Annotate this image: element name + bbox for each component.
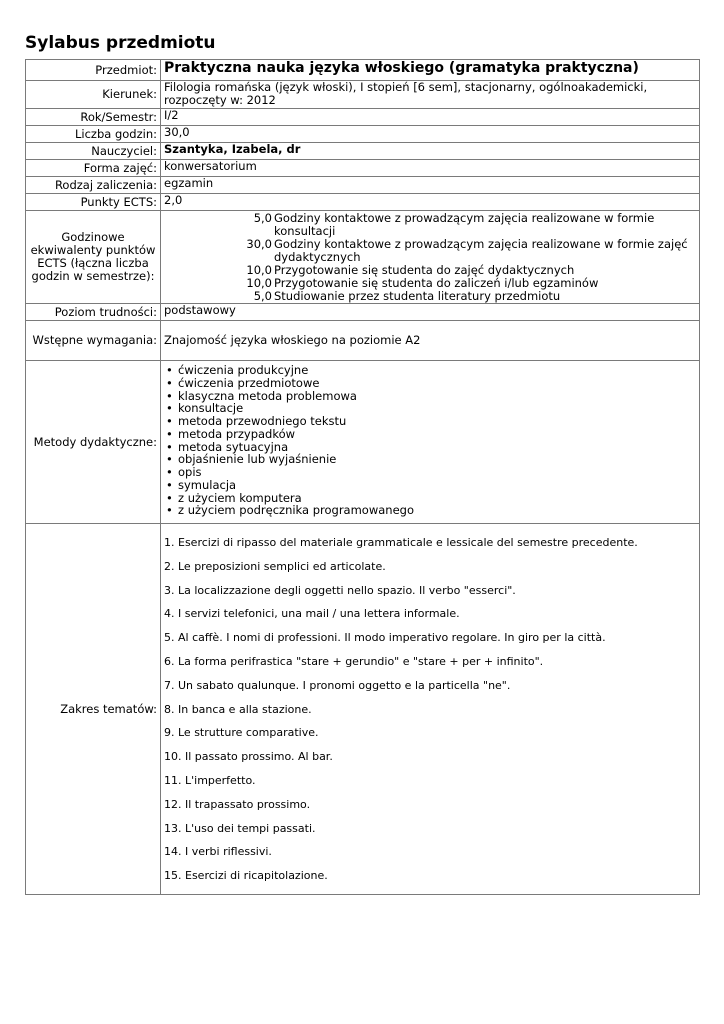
- ects-hours-value: 5,0: [253, 211, 272, 225]
- topic-item: 8. In banca e alla stazione.: [164, 702, 312, 716]
- value-zakres: [161, 524, 700, 895]
- ects-hours-value: 5,0: [253, 289, 272, 303]
- method-item: • z użyciem komputera: [178, 492, 696, 505]
- label-forma: Forma zajęć:: [26, 160, 161, 177]
- value-kierunek: Filologia romańska (język włoski), I stopień [6 sem], stacjonarny, ogólnoakademicki, rozpoczęty w: 2012: [161, 81, 700, 109]
- method-item: • symulacja: [178, 479, 696, 492]
- label-ekwiwalenty: Godzinowe ekwiwalenty punktów ECTS (łączna liczba godzin w semestrze):: [26, 211, 161, 304]
- ects-hours-description: Godziny kontaktowe z prowadzącym zajęcia realizowane w formie konsultacji: [274, 211, 655, 238]
- method-item: • metoda przypadków: [178, 428, 696, 441]
- label-wymagania: Wstępne wymagania:: [26, 321, 161, 361]
- ects-hours-description: Godziny kontaktowe z prowadzącym zajęcia realizowane w formie zajęć dydaktycznych: [274, 237, 688, 264]
- method-item: • opis: [178, 466, 696, 479]
- row-ects: [26, 194, 700, 211]
- value-poziom: podstawowy: [161, 304, 700, 321]
- label-metody: Metody dydaktyczne:: [26, 361, 161, 524]
- label-przedmiot: Przedmiot:: [26, 60, 161, 81]
- method-item: • metoda przewodniego tekstu: [178, 415, 696, 428]
- method-item: • klasyczna metoda problemowa: [178, 390, 696, 403]
- topic-item: 9. Le strutture comparative.: [164, 726, 319, 740]
- ects-hours-description: Przygotowanie się studenta do zajęć dydaktycznych: [274, 263, 575, 277]
- ects-hours-list: [164, 212, 696, 303]
- ects-hours-item: [164, 238, 696, 264]
- syllabus-table: [25, 59, 700, 895]
- value-ects: 2,0: [161, 194, 700, 211]
- row-kierunek: [26, 81, 700, 109]
- row-wymagania: [26, 321, 700, 361]
- label-kierunek: Kierunek:: [26, 81, 161, 109]
- method-item: • ćwiczenia produkcyjne: [178, 364, 696, 377]
- label-poziom: Poziom trudności:: [26, 304, 161, 321]
- value-zaliczenie: egzamin: [161, 177, 700, 194]
- row-godziny: [26, 126, 700, 143]
- topic-item: 15. Esercizi di ricapitolazione.: [164, 869, 328, 883]
- value-ekwiwalenty: [161, 211, 700, 304]
- value-wymagania: Znajomość języka włoskiego na poziomie A2: [161, 321, 700, 361]
- topic-item: 5. Al caffè. I nomi di professioni. Il modo imperativo regolare. In giro per la città.: [164, 631, 606, 645]
- label-nauczyciel: Nauczyciel:: [26, 143, 161, 160]
- label-godziny: Liczba godzin:: [26, 126, 161, 143]
- subject-name: Praktyczna nauka języka włoskiego (gramatyka praktyczna): [164, 60, 639, 76]
- ects-hours-description: Studiowanie przez studenta literatury przedmiotu: [274, 289, 561, 303]
- method-item: • konsultacje: [178, 402, 696, 415]
- value-forma: konwersatorium: [161, 160, 700, 177]
- row-nauczyciel: [26, 143, 700, 160]
- row-przedmiot: [26, 60, 700, 81]
- topic-item: 6. La forma perifrastica "stare + gerundio" e "stare + per + infinito".: [164, 654, 544, 668]
- row-metody: [26, 361, 700, 524]
- ects-hours-item: [164, 290, 696, 303]
- value-godziny: 30,0: [161, 126, 700, 143]
- topics-list: [164, 536, 696, 882]
- row-rok: [26, 109, 700, 126]
- row-zaliczenie: [26, 177, 700, 194]
- ects-hours-value: 30,0: [246, 237, 272, 251]
- topic-item: 10. Il passato prossimo. Al bar.: [164, 750, 333, 764]
- ects-hours-value: 10,0: [246, 276, 272, 290]
- ects-hours-description: Przygotowanie się studenta do zaliczeń i/lub egzaminów: [274, 276, 599, 290]
- value-nauczyciel: Szantyka, Izabela, dr: [161, 143, 700, 160]
- topic-item: 13. L'uso dei tempi passati.: [164, 821, 316, 835]
- topic-item: 1. Esercizi di ripasso del materiale grammaticale e lessicale del semestre precedente.: [164, 536, 638, 549]
- label-zaliczenie: Rodzaj zaliczenia:: [26, 177, 161, 194]
- topic-item: 14. I verbi riflessivi.: [164, 845, 272, 859]
- label-ects: Punkty ECTS:: [26, 194, 161, 211]
- method-item: • objaśnienie lub wyjaśnienie: [178, 453, 696, 466]
- value-metody: [161, 361, 700, 524]
- row-zakres: [26, 524, 700, 895]
- row-ekwiwalenty: [26, 211, 700, 304]
- value-rok: I/2: [161, 109, 700, 126]
- label-rok: Rok/Semestr:: [26, 109, 161, 126]
- page-title: Sylabus przedmiotu: [25, 33, 216, 53]
- topic-item: 7. Un sabato qualunque. I pronomi oggetto e la particella "ne".: [164, 678, 511, 692]
- row-poziom: [26, 304, 700, 321]
- value-przedmiot: [161, 60, 700, 81]
- label-zakres: Zakres tematów:: [26, 524, 161, 895]
- method-item: • ćwiczenia przedmiotowe: [178, 377, 696, 390]
- topic-item: 12. Il trapassato prossimo.: [164, 797, 311, 811]
- row-forma: [26, 160, 700, 177]
- method-item: • metoda sytuacyjna: [178, 441, 696, 454]
- topic-item: 3. La localizzazione degli oggetti nello spazio. Il verbo "esserci".: [164, 583, 516, 597]
- topic-item: 2. Le preposizioni semplici ed articolate.: [164, 559, 386, 573]
- methods-list: [164, 364, 696, 517]
- ects-hours-value: 10,0: [246, 263, 272, 277]
- method-item: • z użyciem podręcznika programowanego: [178, 504, 696, 517]
- topic-item: 4. I servizi telefonici, una mail / una lettera informale.: [164, 607, 460, 621]
- topic-item: 11. L'imperfetto.: [164, 773, 256, 787]
- ects-hours-item: [164, 212, 696, 238]
